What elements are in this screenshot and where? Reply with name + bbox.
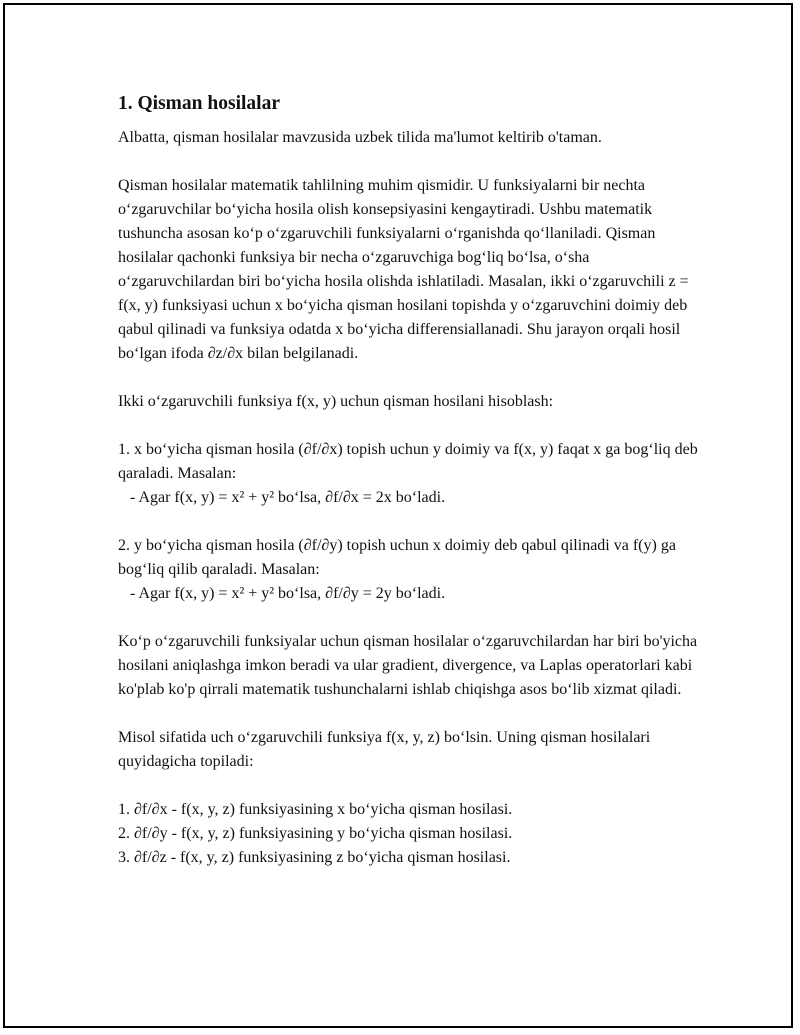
example-paragraph: Misol sifatida uch o‘zgaruvchili funksiya f(x, y, z) bo‘lsin. Uning qisman hosilalari quyidagicha topiladi: [118, 729, 651, 770]
list-item: 3. ∂f/∂z - f(x, y, z) funksiyasining z bo‘yicha qisman hosilasi. [118, 849, 511, 866]
list-item: 1. ∂f/∂x - f(x, y, z) funksiyasining x bo‘yicha qisman hosilasi. [118, 801, 513, 818]
list-item: 2. ∂f/∂y - f(x, y, z) funksiyasining y bo‘yicha qisman hosilasi. [118, 825, 513, 842]
multivariable-paragraph: Ko‘p o‘zgaruvchili funksiyalar uchun qisman hosilalar o‘zgaruvchilardan har biri bo'yicha hosilani aniqlashga imkon beradi va ular gradient, divergence, va Laplas operatorlari kabi ko'plab ko'p qirrali matematik tushunchalarni ishlab chiqishga asos bo‘lib xizmat qiladi. [118, 633, 698, 698]
step-1-example: - Agar f(x, y) = x² + y² bo‘lsa, ∂f/∂x = 2x bo‘ladi. [130, 489, 446, 506]
two-variable-paragraph: Ikki o‘zgaruvchili funksiya f(x, y) uchun qisman hosilani hisoblash: [118, 393, 554, 410]
document-body [118, 92, 698, 870]
step-2-example: - Agar f(x, y) = x² + y² bo‘lsa, ∂f/∂y = 2y bo‘ladi. [130, 585, 446, 602]
step-2-text: 2. y bo‘yicha qisman hosila (∂f/∂y) topish uchun x doimiy deb qabul qilinadi va f(y) ga bog‘liq qilib qaraladi. Masalan: [118, 537, 676, 578]
step-1-text: 1. x bo‘yicha qisman hosila (∂f/∂x) topish uchun y doimiy va f(x, y) faqat x ga bog‘liq deb qaraladi. Masalan: [118, 441, 698, 482]
definition-paragraph: Qisman hosilalar matematik tahlilning muhim qismidir. U funksiyalarni bir nechta o‘zgaruvchilar bo‘yicha hosila olish konsepsiyasini kengaytiradi. Ushbu matematik tushuncha asosan ko‘p o‘zgaruvchili funksiyalarni o‘rganishda qo‘llaniladi. Qisman hosilalar qachonki funksiya bir necha o‘zgaruvchiga bog‘liq bo‘lsa, o‘sha o‘zgaruvchilardan biri bo‘yicha hosila olishda ishlatiladi. Masalan, ikki o‘zgaruvchili z = f(x, y) funksiyasi uchun x bo‘yicha qisman hosilani topishda y o‘zgaruvchini doimiy deb qabul qilinadi va funksiya odatda x bo‘yicha differensiallanadi. Shu jarayon orqali hosil bo‘lgan ifoda ∂z/∂x bilan belgilanadi. [118, 177, 689, 362]
intro-paragraph: Albatta, qisman hosilalar mavzusida uzbek tilida ma'lumot keltirib o'taman. [118, 129, 602, 146]
section-heading: 1. Qisman hosilalar [118, 93, 280, 114]
